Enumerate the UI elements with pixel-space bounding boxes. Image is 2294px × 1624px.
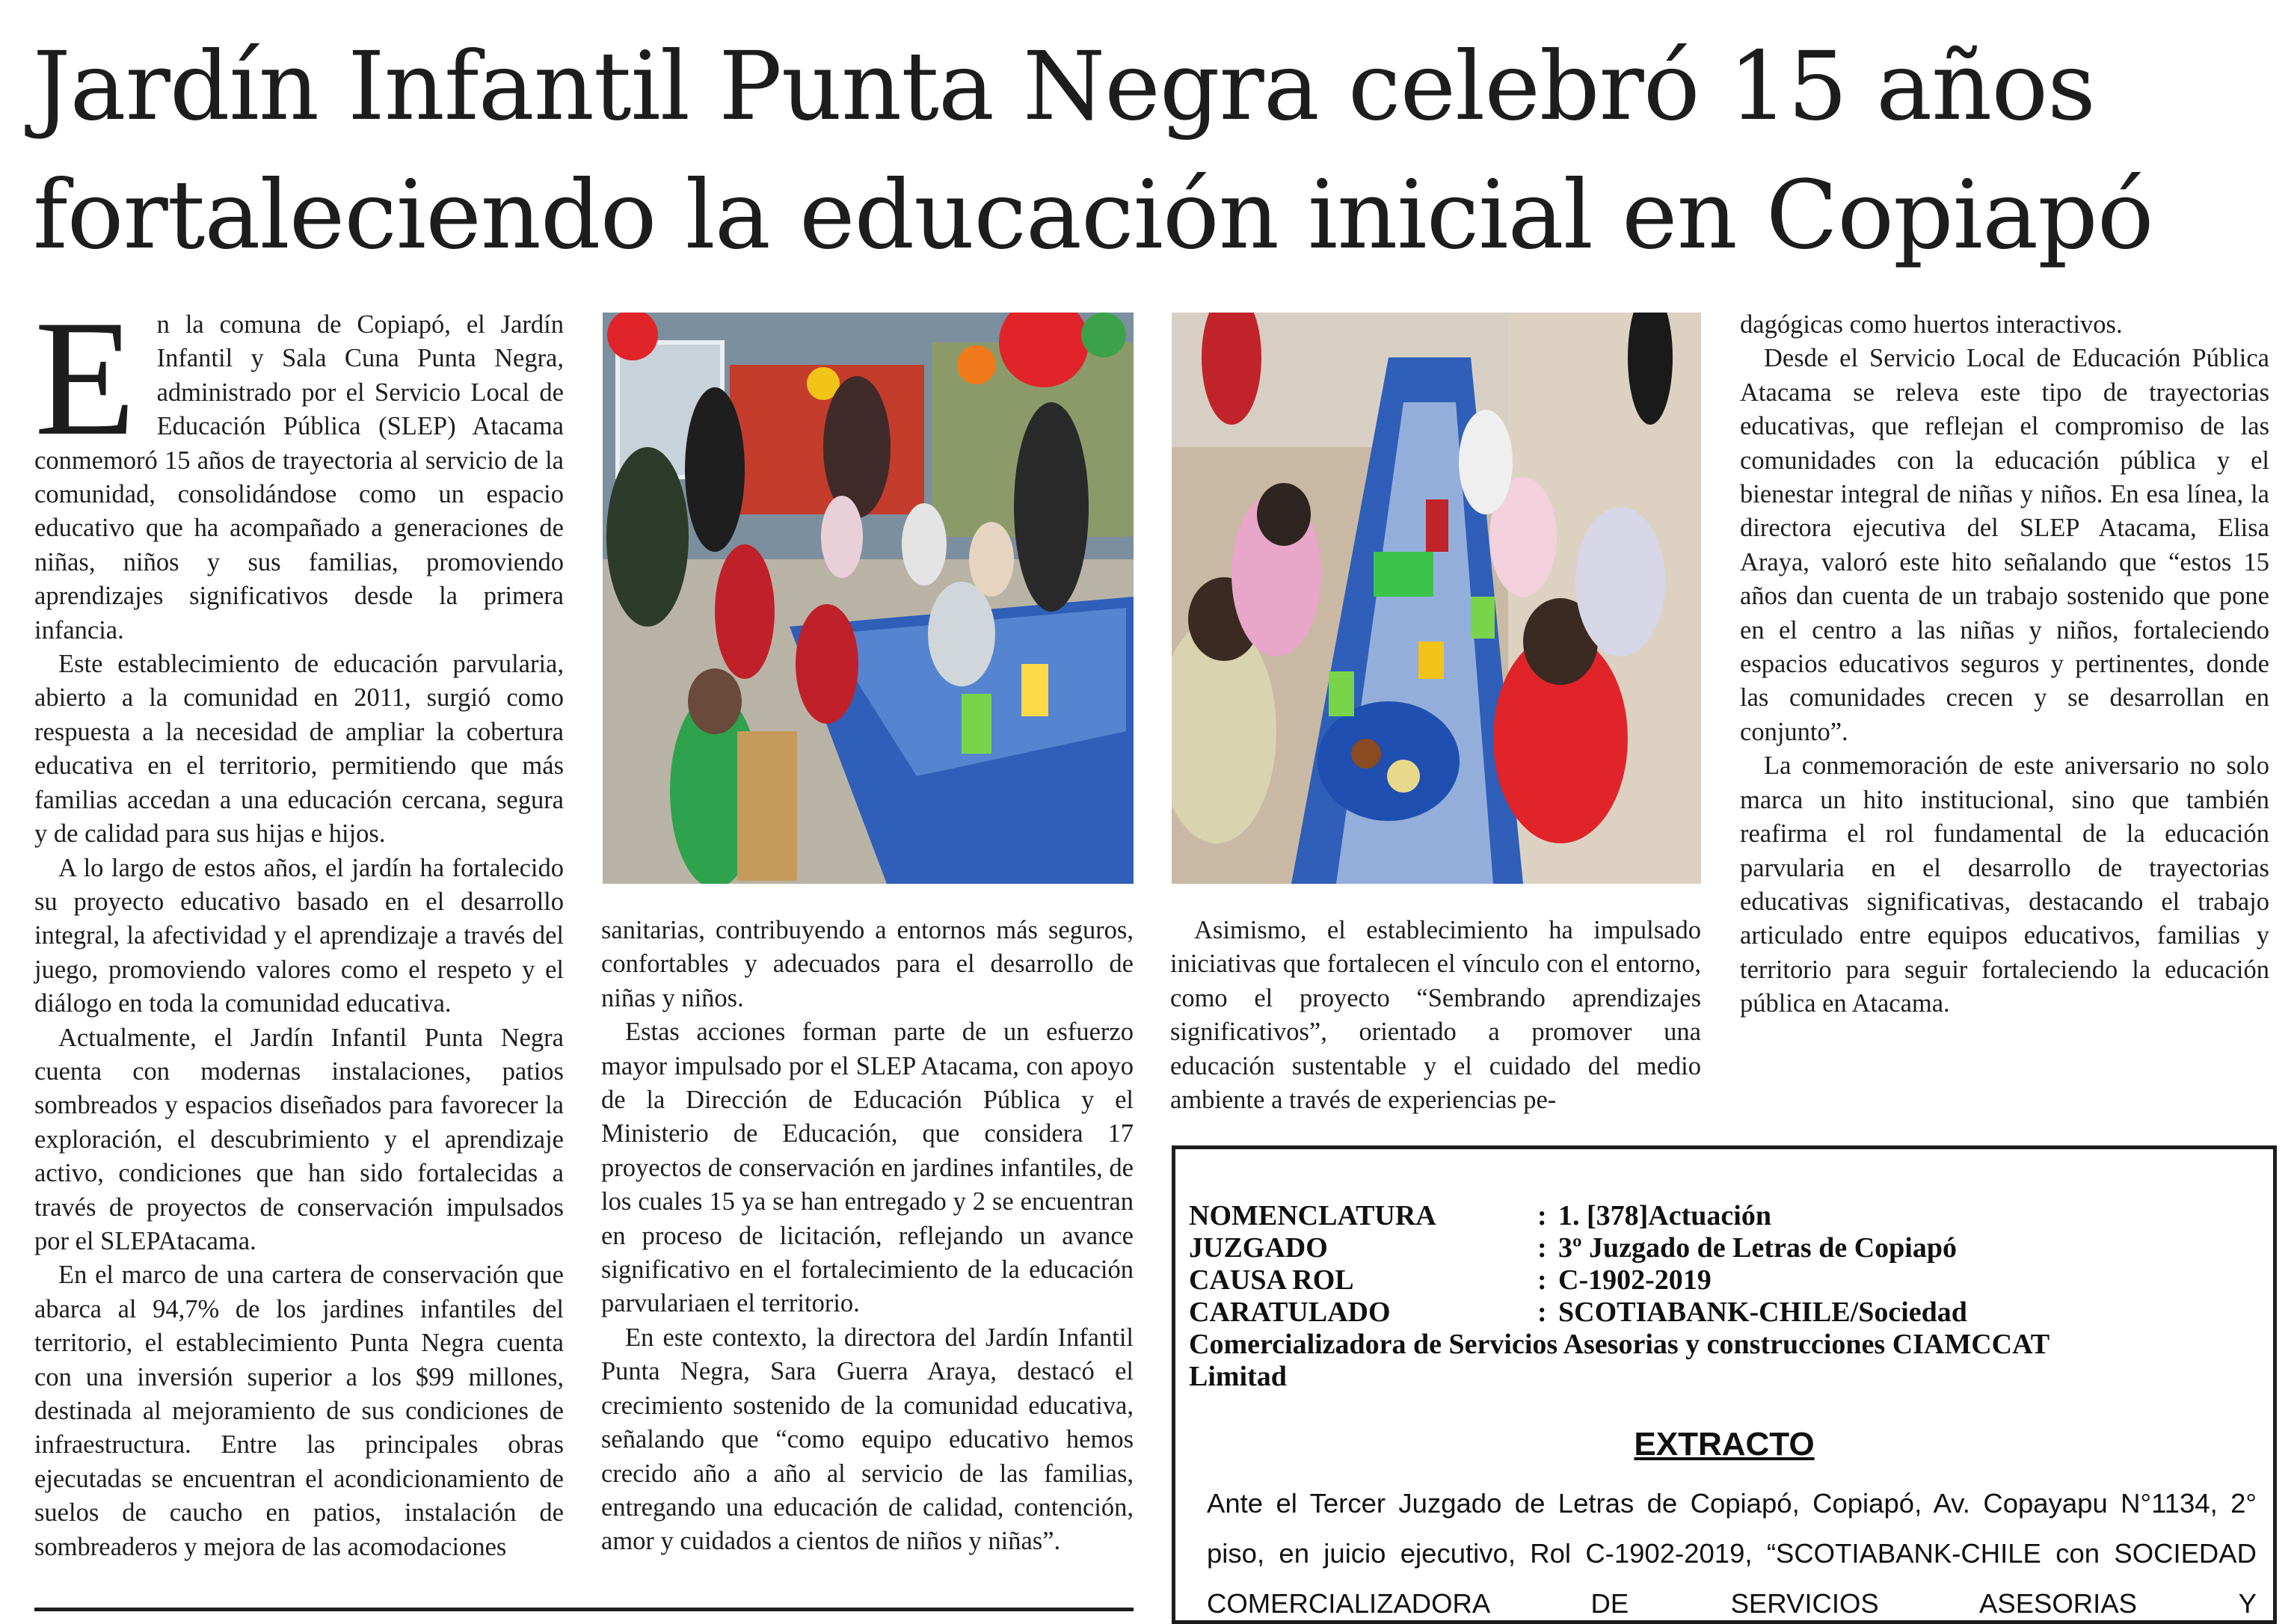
- caratulado-continued: Comercializadora de Servicios Asesorias y construcciones CIAMCCAT Limitad: [1189, 1329, 2049, 1392]
- legal-field-row: CAUSA ROL : C-1902-2019: [1189, 1264, 2116, 1297]
- legal-field-value: 1. [378]Actuación: [1558, 1200, 1771, 1231]
- article-paragraph: Este establecimiento de educación parvularia, abierto a la comunidad en 2011, surgió como respuesta a la necesidad de ampliar la cobertura educativa en el territorio, permitiendo que más familias accedan a una educación cercana, segura y de calidad para sus hijas e hijos.: [34, 650, 564, 849]
- article-paragraph: La conmemoración de este aniversario no solo marca un hito institucional, sino que también reafirma el rol fundamental de la educación parvularia en el desarrollo de trayectorias educativas significativas, destacando el trabajo articulado entre equipos educativos, familias y territorio para seguir fortaleciendo la educación pública en Atacama.: [1740, 751, 2269, 1018]
- article-paragraph: A lo largo de estos años, el jardín ha fortalecido su proyecto educativo basado en el desarrollo integral, la afectividad y el aprendizaje a través del juego, promoviendo valores como el respeto y el diálogo en toda la comunidad educativa.: [34, 853, 564, 1018]
- drop-cap: E: [34, 286, 136, 470]
- legal-field-row: JUZGADO : 3º Juzgado de Letras de Copiapó: [1189, 1232, 2116, 1264]
- celebration-photo-2: [1172, 313, 1701, 884]
- bottom-divider: [34, 1608, 1134, 1611]
- article-column-4: [1740, 308, 2269, 1021]
- article-column-2: [601, 914, 1134, 1559]
- celebration-photo-1-image: [603, 313, 1134, 884]
- celebration-photo-1: [603, 313, 1134, 884]
- article-paragraph: dagógicas como huertos interactivos.: [1740, 310, 2123, 339]
- article-paragraph: Desde el Servicio Local de Educación Pública Atacama se releva este tipo de trayectorias educativas, que reflejan el compromiso de las comunidades con la educación pública y el bienestar integral de niñas y niños. En esa línea, la directora ejecutiva del SLEP Atacama, Elisa Araya, valoró este hito señalando que “estos 15 años dan cuenta de un trabajo sostenido que pone en el centro a las niñas y niños, fortaleciendo espacios educativos seguros y pertinentes, donde las comunidades crecen y se desarrollan en conjunto”.: [1740, 344, 2269, 746]
- headline: Jardín Infantil Punta Negra celebró 15 años fortaleciendo la educación inicial en Copiapó: [33, 31, 2153, 270]
- legal-field-value: SCOTIABANK-CHILE/Sociedad: [1558, 1297, 1967, 1328]
- legal-field-label: CAUSA ROL: [1189, 1264, 1354, 1296]
- legal-notice-box: [1172, 1145, 2277, 1624]
- article-column-3: [1170, 914, 1701, 1117]
- extracto-text: Ante el Tercer Juzgado de Letras de Copiapó, Copiapó, Av. Copayapu N°1134, 2° piso, en juicio ejecutivo, Rol C-1902-2019, “SCOTIABANK-CHILE con SOCIEDAD COMERCIALIZADORA DE SERVICIOS ASESORIAS Y: [1207, 1488, 2257, 1619]
- article-paragraph: En este contexto, la directora del Jardín Infantil Punta Negra, Sara Guerra Araya, destacó el crecimiento sostenido de la comunidad educativa, señalando que “como equipo educativo hemos crecido año a año al servicio de las familias, entregando una educación de calidad, contención, amor y cuidados a cientos de niños y niñas”.: [601, 1323, 1134, 1556]
- legal-field-value: 3º Juzgado de Letras de Copiapó: [1558, 1232, 1957, 1264]
- legal-field-row: NOMENCLATURA : 1. [378]Actuación: [1189, 1200, 2116, 1232]
- legal-field-value: C-1902-2019: [1558, 1264, 1712, 1296]
- legal-field-label: JUZGADO: [1189, 1232, 1328, 1264]
- legal-notice-fields: [1189, 1200, 2116, 1393]
- article-paragraph: n la comuna de Copiapó, el Jardín Infantil y Sala Cuna Punta Negra, administrado por el Servicio Local de Educación Pública (SLEP) Atacama conmemoró 15 años de trayectoria al servicio de la comunidad, consolidándose como un espacio educativo que ha acompañado a generaciones de niñas, niños y sus familias, promoviendo aprendizajes significativos desde la primera infancia.: [34, 310, 564, 645]
- article-paragraph: Asimismo, el establecimiento ha impulsado iniciativas que fortalecen el vínculo con el entorno, como el proyecto “Sembrando aprendizajes significativos”, orientado a promover una educación sustentable y el cuidado del medio ambiente a través de experiencias pe-: [1170, 916, 1701, 1115]
- extracto-title: EXTRACTO: [1634, 1426, 1815, 1462]
- legal-field-row: CARATULADO : SCOTIABANK-CHILE/Sociedad: [1189, 1297, 2116, 1329]
- article-paragraph: En el marco de una cartera de conservación que abarca al 94,7% de los jardines infantiles del territorio, el establecimiento Punta Negra cuenta con una inversión superior a los $99 millones, destinada al mejoramiento de sus condiciones de infraestructura. Entre las principales obras ejecutadas se encuentran el acondicionamiento de suelos de caucho en patios, instalación de sombreaderos y mejora de las acomodaciones: [34, 1261, 564, 1561]
- article-paragraph: Actualmente, el Jardín Infantil Punta Negra cuenta con modernas instalaciones, patios sombreados y espacios diseñados para favorecer la exploración, el descubrimiento y el aprendizaje activo, condiciones que han sido fortalecidas a través de proyectos de conservación impulsados por el SLEPAtacama.: [34, 1023, 564, 1255]
- legal-field-label: NOMENCLATURA: [1189, 1200, 1436, 1231]
- article-paragraph: sanitarias, contribuyendo a entornos más seguros, confortables y adecuados para el desarrollo de niñas y niños.: [601, 916, 1134, 1012]
- legal-field-label: CARATULADO: [1189, 1297, 1391, 1328]
- article-column-1: [34, 286, 564, 1564]
- celebration-photo-2-image: [1172, 313, 1701, 884]
- article-paragraph: Estas acciones forman parte de un esfuerzo mayor impulsado por el SLEP Atacama, con apoyo de la Dirección de Educación Pública y el Ministerio de Educación, que considera 17 proyectos de conservación en jardines infantiles, de los cuales 15 ya se han entregado y 2 se encuentran en proceso de licitación, reflejando un avance significativo en el fortalecimiento de la educación parvulariaen el territorio.: [601, 1018, 1134, 1318]
